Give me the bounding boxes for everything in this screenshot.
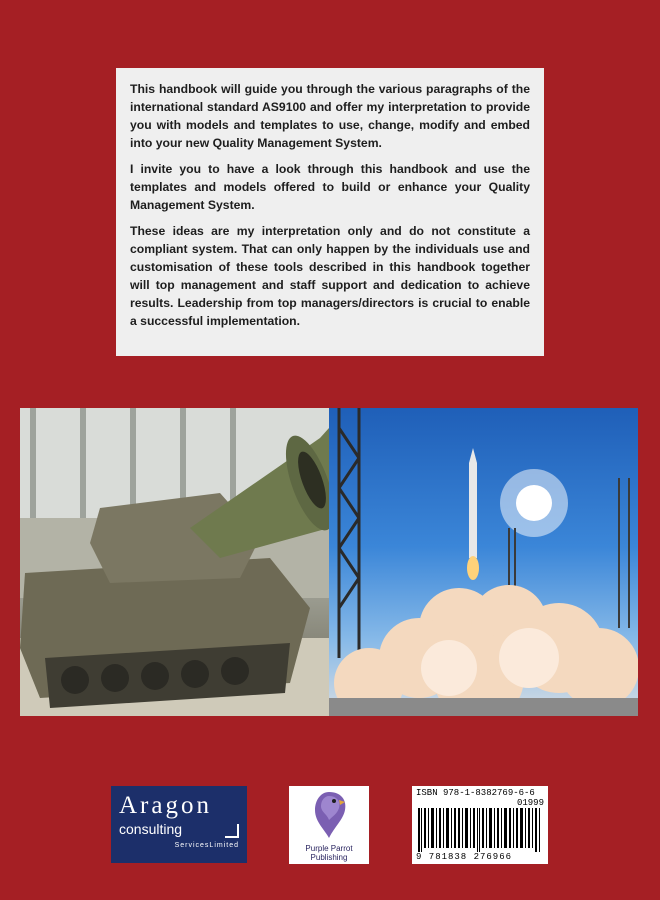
description-paragraph-1: This handbook will guide you through the various paragraphs of the international standard AS9100 and offer my interpretation to provide you with models and templates to use, change, modify and embed into your new Quality Management System. — [130, 82, 530, 150]
aragon-consulting-logo — [111, 786, 247, 863]
tank-illustration — [20, 408, 329, 716]
tank-photo — [20, 408, 329, 716]
aragon-services-text: ServicesLimited — [174, 842, 239, 849]
aragon-name: Aragon — [119, 792, 212, 819]
purple-parrot-logo — [289, 786, 369, 864]
purple-parrot-line1: Purple Parrot — [305, 844, 353, 853]
parrot-icon — [289, 786, 369, 844]
barcode-icon — [416, 808, 544, 852]
isbn-text: ISBN 978-1-8382769-6-6 — [416, 788, 535, 798]
purple-parrot-line2: Publishing — [310, 853, 348, 862]
aragon-consulting-text: consulting — [119, 821, 183, 837]
rocket-illustration — [329, 408, 638, 716]
description-paragraph-2: I invite you to have a look through this handbook and use the templates and models offered to build or enhance your Quality Management System. — [130, 162, 530, 212]
description-paragraph-3: These ideas are my interpretation only and do not constitute a compliant system. That can only happen by the individuals use and customisation of these tools described in this handbook together will top management and staff support and dedication to achieve results. Leadership from top managers/directors is crucial to enable a successful implementation. — [130, 224, 530, 328]
rocket-launch-photo — [329, 408, 638, 716]
barcode-price-code: 01999 — [516, 798, 544, 808]
logo-strip — [0, 780, 660, 870]
purple-parrot-text — [289, 844, 369, 862]
barcode-digits: 9 781838 276966 — [416, 852, 513, 862]
isbn-barcode-box — [412, 786, 548, 864]
aragon-corner-mark-icon — [225, 824, 239, 838]
photo-strip — [20, 408, 638, 716]
description-box — [116, 68, 544, 356]
